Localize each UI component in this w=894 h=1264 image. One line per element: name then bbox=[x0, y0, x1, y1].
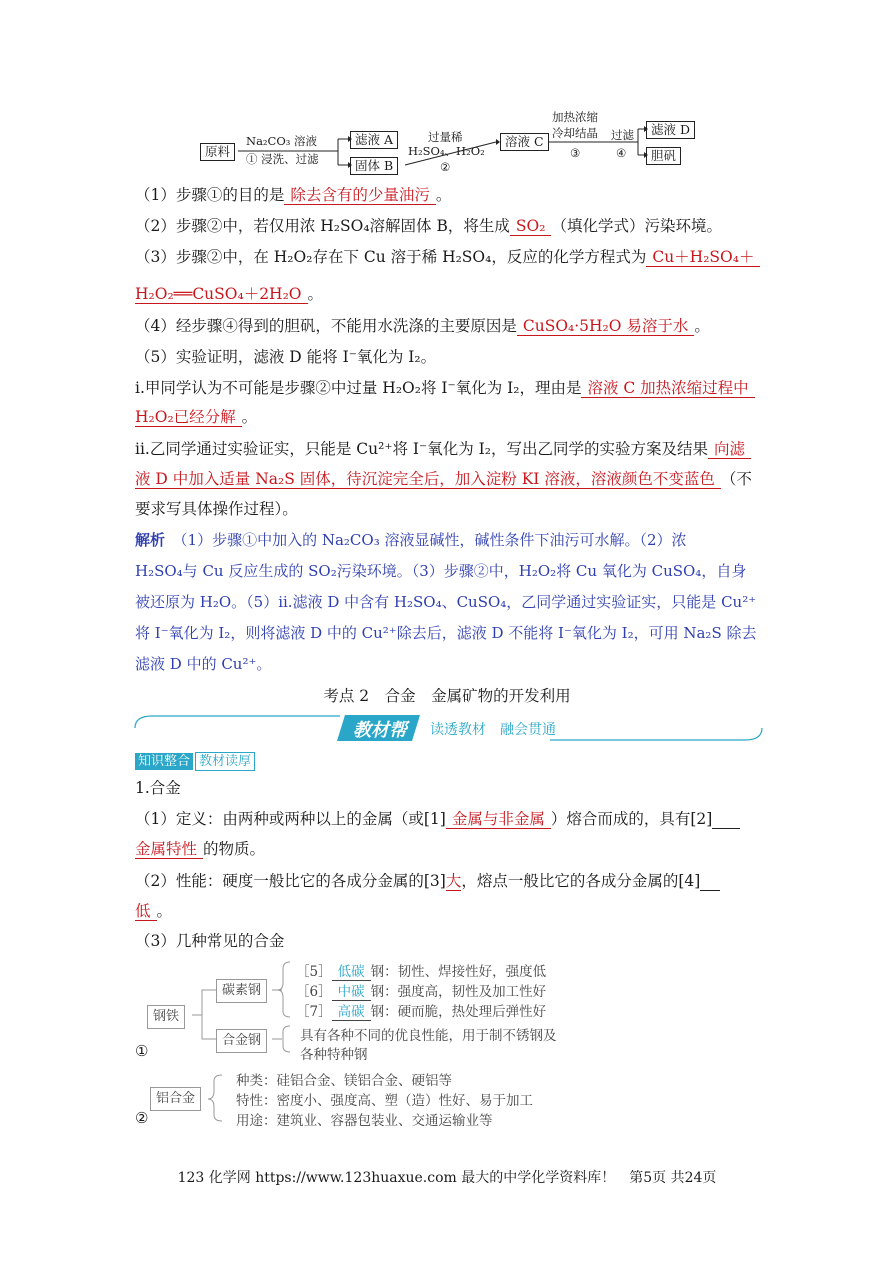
question-3 bbox=[135, 246, 760, 268]
analysis-text-1: （1）步骤①中加入的 Na₂CO₃ 溶液显碱性，碱性条件下油污可水解。（2）浓 bbox=[180, 531, 687, 549]
steel-a5: 低碳 bbox=[332, 964, 371, 981]
question-4 bbox=[135, 315, 710, 337]
alloy-def-mid: ）熔合而成的，具有[2] bbox=[550, 810, 713, 828]
alloy-prop-answer-2: 低 bbox=[135, 902, 157, 921]
question-5ii bbox=[135, 438, 751, 460]
steel-a6: 中碳 bbox=[332, 984, 371, 1001]
carbon-steel-box: 碳素钢 bbox=[216, 979, 267, 1003]
steel-d5: 钢：韧性、焊接性好，强度低 bbox=[370, 964, 547, 980]
question-1 bbox=[135, 184, 451, 206]
al-root-box: 铝合金 bbox=[150, 1087, 201, 1111]
flow-raw-box: 原料 bbox=[200, 143, 235, 161]
steel-row-7 bbox=[296, 1000, 546, 1020]
q2-post: （填化学式）污染环境。 bbox=[551, 217, 722, 235]
banner-sub: 读透教材 融会贯通 bbox=[430, 722, 556, 738]
analysis-line-5: 滤液 D 中的 Cu²⁺。 bbox=[135, 655, 272, 673]
qi-answer-1: 溶液 C 加热浓缩过程中 bbox=[581, 379, 754, 398]
q1-answer: 除去含有的少量油污 bbox=[284, 186, 436, 205]
steel-d6: 钢：强度高，韧性及加工性好 bbox=[370, 984, 547, 1000]
analysis-line-1 bbox=[135, 529, 687, 551]
alloy-prop-cont bbox=[135, 900, 172, 922]
al-use: 用途：建筑业、容器包装业、交通运输业等 bbox=[236, 1113, 493, 1129]
alloy-heading: 1.合金 bbox=[135, 779, 181, 797]
alloy-steel-desc-2: 各种特种钢 bbox=[300, 1047, 368, 1063]
qi-post: 。 bbox=[241, 408, 258, 426]
steel-a7: 高碳 bbox=[332, 1004, 371, 1021]
alloy-prop-blank bbox=[700, 872, 720, 891]
qi-answer-2: H₂O₂已经分解 bbox=[135, 408, 242, 427]
flow-step3-mid: 冷却结晶 bbox=[552, 126, 598, 140]
alloy-prop-text: （2）性能：硬度一般比它的各成分金属的[3] bbox=[135, 872, 446, 890]
flow-step2-num: ② bbox=[440, 160, 451, 174]
qi-text: i.甲同学认为不可能是步骤②中过量 H₂O₂将 I⁻氧化为 I₂，理由是 bbox=[135, 379, 582, 397]
flow-filtrate-d-box: 滤液 D bbox=[646, 121, 695, 139]
flow-step2-top: 过量稀 bbox=[428, 130, 463, 144]
question-5i-cont bbox=[135, 406, 257, 428]
flow-step3-top: 加热浓缩 bbox=[552, 110, 598, 124]
q3-post: 。 bbox=[307, 285, 324, 303]
analysis-label: 解析 bbox=[135, 531, 166, 549]
question-3-cont bbox=[135, 283, 323, 305]
al-kind: 种类：硅铝合金、镁铝合金、硬铝等 bbox=[236, 1073, 452, 1089]
flow-solution-c-box: 溶液 C bbox=[500, 133, 549, 151]
question-5: （5）实验证明，滤液 D 能将 I⁻氧化为 I₂。 bbox=[135, 348, 437, 366]
flow-step3-num: ③ bbox=[570, 146, 581, 160]
alloy-steel-box: 合金钢 bbox=[216, 1029, 267, 1053]
analysis-line-4: 将 I⁻氧化为 I₂，则将滤液 D 中的 Cu²⁺除去后，滤液 D 不能将 I⁻氧化为 I₂，可用 Na₂S 除去 bbox=[135, 624, 757, 642]
analysis-line-2: H₂SO₄与 Cu 反应生成的 SO₂污染环境。（3）步骤②中，H₂O₂将 Cu 氧化为 CuSO₄，自身 bbox=[135, 562, 747, 580]
steel-row-5 bbox=[296, 960, 546, 980]
al-mark: ② bbox=[135, 1109, 149, 1127]
banner-main: 教材帮 bbox=[353, 720, 407, 741]
page-footer: 123 化学网 https://www.123huaxue.com 最大的中学化学资料库！ 第5页 共24页 bbox=[177, 1170, 717, 1186]
alloy-def-answer-2: 金属特性 bbox=[135, 840, 203, 859]
steel-n5: ［5］ bbox=[296, 964, 332, 980]
flow-step1-bottom: ① 浸洗、过滤 bbox=[246, 152, 319, 166]
tag-group bbox=[135, 750, 255, 771]
flow-step1-top: Na₂CO₃ 溶液 bbox=[246, 134, 318, 148]
flow-alum-box: 胆矾 bbox=[646, 147, 681, 165]
q3-answer-2: H₂O₂══CuSO₄＋2H₂O bbox=[135, 285, 308, 304]
qii-answer-2: 液 D 中加入适量 Na₂S 固体，待沉淀完全后，加入淀粉 KI 溶液，溶液颜色不变蓝色 bbox=[135, 470, 721, 489]
flow-filtrate-a-box: 滤液 A bbox=[350, 131, 398, 149]
q4-post: 。 bbox=[694, 317, 710, 335]
tag-textbook: 教材读厚 bbox=[195, 752, 255, 771]
alloy-common: （3）几种常见的合金 bbox=[135, 932, 285, 950]
flow-step4-top: 过滤 bbox=[611, 128, 634, 142]
q3-text: （3）步骤②中，在 H₂O₂存在下 Cu 溶于稀 H₂SO₄，反应的化学方程式为 bbox=[135, 248, 647, 266]
steel-n7: ［7］ bbox=[296, 1004, 332, 1020]
qii-text: ii.乙同学通过实验证实，只能是 Cu²⁺将 I⁻氧化为 I₂，写出乙同学的实验方案及结果 bbox=[135, 440, 709, 458]
question-5ii-line3: 要求写具体操作过程）。 bbox=[135, 500, 298, 518]
flow-arrows bbox=[0, 0, 894, 200]
al-trait: 特性：密度小、强度高、塑（造）性好、易于加工 bbox=[236, 1093, 533, 1109]
alloy-def-answer-1: 金属与非金属 bbox=[446, 810, 551, 829]
flow-step2-mid: H₂SO₄、H₂O₂ bbox=[408, 144, 485, 158]
steel-n6: ［6］ bbox=[296, 984, 332, 1000]
flow-step4-num: ④ bbox=[616, 146, 627, 160]
q2-text: （2）步骤②中，若仅用浓 H₂SO₄溶解固体 B，将生成 bbox=[135, 217, 510, 235]
qii-post: （不 bbox=[720, 470, 752, 488]
steel-row-6 bbox=[296, 980, 546, 1000]
alloy-def bbox=[135, 808, 740, 830]
alloy-def-text: （1）定义：由两种或两种以上的金属（或[1] bbox=[135, 810, 446, 828]
alloy-steel-desc-1: 具有各种不同的优良性能，用于制不锈钢及 bbox=[300, 1028, 557, 1044]
analysis-line-3: 被还原为 H₂O。（5）ii.滤液 D 中含有 H₂SO₄、CuSO₄，乙同学通过实验证实，只能是 Cu²⁺ bbox=[135, 593, 757, 611]
alloy-prop-mid: ，熔点一般比它的各成分金属的[4] bbox=[461, 872, 701, 890]
alloy-prop-answer-1: 大 bbox=[445, 872, 462, 890]
alloy-def-post: 的物质。 bbox=[203, 840, 266, 858]
question-5i bbox=[135, 377, 755, 399]
q4-text: （4）经步骤④得到的胆矾，不能用水洗涤的主要原因是 bbox=[135, 317, 517, 335]
q1-text: （1）步骤①的目的是 bbox=[135, 186, 285, 204]
q4-answer: CuSO₄·5H₂O 易溶于水 bbox=[517, 317, 695, 336]
q2-answer: SO₂ bbox=[510, 217, 552, 236]
qii-answer-1: 向滤 bbox=[708, 440, 751, 459]
tag-knowledge: 知识整合 bbox=[135, 753, 193, 770]
alloy-def-cont bbox=[135, 838, 265, 860]
steel-mark: ① bbox=[135, 1042, 149, 1060]
alloy-def-blank bbox=[712, 810, 740, 829]
flow-solid-b-box: 固体 B bbox=[350, 157, 398, 175]
alloy-prop-post: 。 bbox=[156, 902, 173, 920]
question-5ii-cont bbox=[135, 468, 752, 490]
q1-post: 。 bbox=[435, 186, 452, 204]
steel-root-box: 钢铁 bbox=[147, 1005, 185, 1029]
q3-answer-1: Cu＋H₂SO₄＋ bbox=[646, 248, 760, 267]
section-title: 考点 2 合金 金属矿物的开发利用 bbox=[323, 687, 571, 705]
question-2 bbox=[135, 215, 722, 237]
alloy-prop bbox=[135, 870, 720, 892]
steel-d7: 钢：硬而脆，热处理后弹性好 bbox=[370, 1004, 547, 1020]
